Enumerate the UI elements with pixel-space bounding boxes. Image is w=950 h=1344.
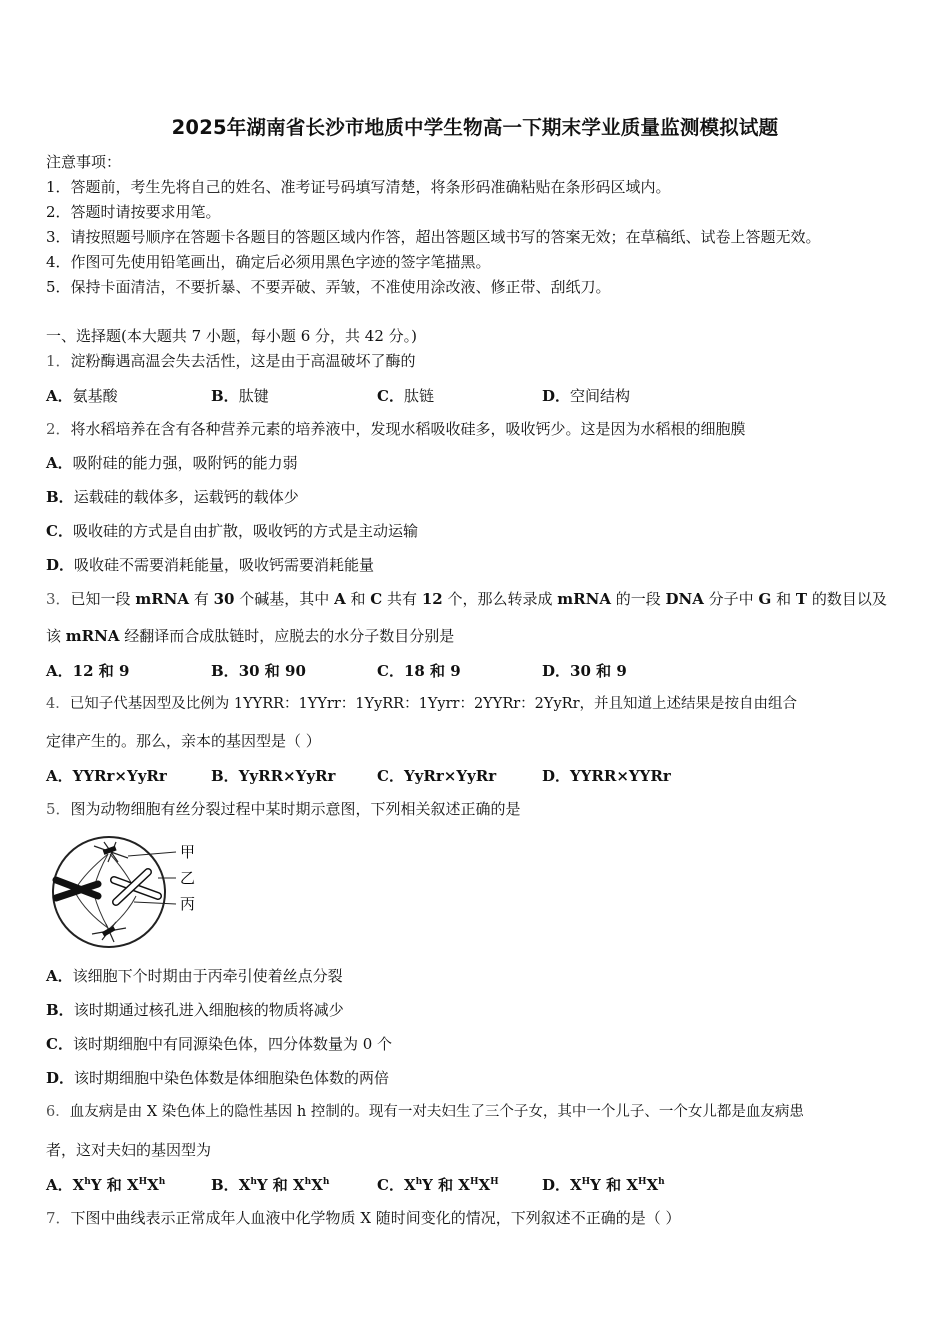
option-text: 吸附硅的能力强，吸附钙的能力弱 bbox=[72, 454, 298, 472]
question-text: 将水稻培养在含有各种营养元素的培养液中，发现水稻吸收硅多，吸收钙少。这是因为水稻根的细胞膜 bbox=[70, 420, 746, 438]
question-5-option-c bbox=[46, 1034, 392, 1054]
text-run: 个碱基，其中 bbox=[239, 590, 330, 608]
option-text: 空间结构 bbox=[570, 387, 631, 405]
question-4-stem-line2: 定律产生的。那么，亲本的基因型是（ ） bbox=[46, 732, 321, 750]
section-heading: 一、选择题(本大题共 7 小题，每小题 6 分，共 42 分。) bbox=[46, 327, 417, 345]
option-a bbox=[46, 765, 167, 786]
option-label: C． bbox=[46, 522, 73, 540]
option-b bbox=[211, 660, 306, 681]
option-label: C． bbox=[377, 387, 404, 405]
option-label: A． bbox=[46, 967, 73, 985]
option-label: C． bbox=[377, 1176, 404, 1194]
text-run: 该 bbox=[46, 627, 62, 645]
question-1-options bbox=[46, 385, 926, 405]
question-6-stem-line2: 者，这对夫妇的基因型为 bbox=[46, 1141, 212, 1159]
text-run: 的一段 bbox=[615, 590, 661, 608]
option-c bbox=[377, 660, 461, 681]
question-number: 2． bbox=[46, 420, 71, 438]
option-text: 18 和 9 bbox=[403, 662, 461, 680]
question-4-stem bbox=[46, 694, 797, 714]
term: 12 bbox=[421, 590, 443, 608]
option-label: B． bbox=[46, 488, 74, 506]
question-4-options bbox=[46, 765, 926, 785]
genotype: $X^hY$ 和 $X^hX^h$ bbox=[238, 1176, 330, 1194]
question-3-options bbox=[46, 660, 926, 680]
option-b bbox=[211, 1174, 329, 1195]
mitosis-diagram bbox=[46, 832, 206, 954]
option-text: 30 和 90 bbox=[238, 662, 306, 680]
question-5-option-d bbox=[46, 1068, 389, 1088]
option-text: 12 和 9 bbox=[72, 662, 130, 680]
option-label: A． bbox=[46, 1176, 73, 1194]
option-label: A． bbox=[46, 662, 73, 680]
option-a bbox=[46, 385, 118, 406]
text-run: 共有 bbox=[387, 590, 418, 608]
option-text: YyRR×YyRr bbox=[238, 767, 336, 785]
question-3-stem bbox=[46, 589, 887, 609]
bottom-centrosome bbox=[92, 922, 126, 942]
option-text: 运载硅的载体多，运载钙的载体少 bbox=[73, 488, 299, 506]
notice-item-4: 4．作图可先使用铅笔画出，确定后必须用黑色字迹的签字笔描黑。 bbox=[46, 253, 491, 271]
question-3-stem-line2 bbox=[46, 626, 454, 646]
option-a bbox=[46, 1174, 165, 1195]
option-text: 吸收硅的方式是自由扩散，吸收钙的方式是主动运输 bbox=[72, 522, 418, 540]
question-7-stem bbox=[46, 1208, 681, 1228]
question-text: 淀粉酶遇高温会失去活性，这是由于高温破坏了酶的 bbox=[70, 352, 416, 370]
question-2-option-a bbox=[46, 453, 298, 473]
option-c bbox=[377, 765, 496, 786]
term: DNA bbox=[665, 590, 704, 608]
option-label: C． bbox=[46, 1035, 73, 1053]
option-text: YyRr×YyRr bbox=[403, 767, 497, 785]
option-label: D． bbox=[542, 387, 571, 405]
notice-heading: 注意事项： bbox=[46, 153, 122, 171]
option-d bbox=[542, 765, 671, 786]
question-text: 血友病是由 X 染色体上的隐性基因 h 控制的。现有一对夫妇生了三个子女，其中一个儿子、一个女儿都是血友病患 bbox=[69, 1104, 804, 1120]
question-2-stem bbox=[46, 419, 746, 439]
option-label: D． bbox=[46, 556, 75, 574]
option-text: 该细胞下个时期由于丙牵引使着丝点分裂 bbox=[72, 967, 343, 985]
option-text: YYRR×YYRr bbox=[570, 767, 671, 785]
option-label: D． bbox=[46, 1069, 75, 1087]
option-label: A． bbox=[46, 387, 73, 405]
option-text: 肽链 bbox=[403, 387, 434, 405]
text-run: 已知一段 bbox=[70, 590, 131, 608]
question-5-option-b bbox=[46, 1000, 344, 1020]
notice-item-2: 2．答题时请按要求用笔。 bbox=[46, 203, 221, 221]
question-number: 3． bbox=[46, 590, 71, 608]
question-number: 6． bbox=[46, 1104, 70, 1120]
chromosome-white bbox=[114, 872, 158, 902]
term: T bbox=[795, 590, 808, 608]
option-b bbox=[211, 765, 335, 786]
question-6-stem bbox=[46, 1102, 804, 1122]
option-text: 该时期细胞中染色体数是体细胞染色体数的两倍 bbox=[74, 1069, 390, 1087]
question-text: 图为动物细胞有丝分裂过程中某时期示意图，下列相关叙述正确的是 bbox=[70, 800, 521, 818]
question-number: 7． bbox=[46, 1209, 71, 1227]
option-label: C． bbox=[377, 662, 404, 680]
question-2-option-b bbox=[46, 487, 299, 507]
label-jia: 甲 bbox=[180, 843, 196, 861]
option-d bbox=[542, 660, 627, 681]
term: C bbox=[370, 590, 383, 608]
option-label: D． bbox=[542, 767, 571, 785]
option-label: B． bbox=[211, 387, 239, 405]
cell-division-figure bbox=[46, 832, 206, 954]
term: mRNA bbox=[557, 590, 611, 608]
term: mRNA bbox=[135, 590, 190, 608]
notice-item-3: 3．请按照题号顺序在答题卡各题目的答题区域内作答，超出答题区域书写的答案无效；在草稿纸、试卷上答题无效。 bbox=[46, 228, 821, 246]
option-text: 该时期细胞中有同源染色体，四分体数量为 0 个 bbox=[72, 1035, 393, 1053]
notice-item-1: 1．答题前，考生先将自己的姓名、准考证号码填写清楚，将条形码准确粘贴在条形码区域内。 bbox=[46, 178, 671, 196]
text-run: 个，那么转录成 bbox=[447, 590, 553, 608]
option-label: C． bbox=[377, 767, 404, 785]
option-a bbox=[46, 660, 129, 681]
term: A bbox=[334, 590, 346, 608]
option-d bbox=[542, 385, 630, 406]
question-5-option-a bbox=[46, 966, 343, 986]
option-label: B． bbox=[46, 1001, 74, 1019]
top-centrosome bbox=[94, 842, 128, 862]
text-run: 和 bbox=[776, 590, 792, 608]
question-number: 1． bbox=[46, 352, 71, 370]
option-label: B． bbox=[211, 662, 239, 680]
text-run: 有 bbox=[193, 590, 209, 608]
label-bing: 丙 bbox=[180, 895, 196, 913]
option-b bbox=[211, 385, 269, 406]
question-6-options bbox=[46, 1174, 926, 1194]
question-text: 已知子代基因型及比例为 1YYRR：1YYrr：1YyRR：1Yyrr：2YYRr：2YyRr，并且知道上述结果是按自由组合 bbox=[69, 696, 798, 712]
label-yi: 乙 bbox=[180, 869, 196, 887]
option-text: 氨基酸 bbox=[72, 387, 118, 405]
term: G bbox=[758, 590, 772, 608]
option-label: A． bbox=[46, 767, 73, 785]
option-label: A． bbox=[46, 454, 73, 472]
question-number: 5． bbox=[46, 800, 71, 818]
question-5-stem bbox=[46, 799, 521, 819]
text-run: 的数目以及 bbox=[811, 590, 887, 608]
option-c bbox=[377, 385, 434, 406]
text-run: 分子中 bbox=[708, 590, 754, 608]
option-label: D． bbox=[542, 662, 571, 680]
term: 30 bbox=[213, 590, 235, 608]
leader-line-bing bbox=[134, 902, 176, 904]
option-text: 该时期通过核孔进入细胞核的物质将减少 bbox=[73, 1001, 344, 1019]
option-text: 吸收硅不需要消耗能量，吸收钙需要消耗能量 bbox=[74, 556, 375, 574]
option-c bbox=[377, 1174, 499, 1195]
option-label: D． bbox=[542, 1176, 571, 1194]
option-label: B． bbox=[211, 767, 239, 785]
page-title: 2025年湖南省长沙市地质中学生物高一下期末学业质量监测模拟试题 bbox=[171, 116, 779, 139]
genotype: $X^HY$ 和 $X^HX^h$ bbox=[570, 1176, 665, 1194]
option-d bbox=[542, 1174, 665, 1195]
question-2-option-d bbox=[46, 555, 374, 575]
question-number: 4． bbox=[46, 696, 70, 712]
term: mRNA bbox=[65, 627, 120, 645]
option-text: YYRr×YyRr bbox=[72, 767, 167, 785]
text-run: 经翻译而合成肽链时，应脱去的水分子数目分别是 bbox=[124, 627, 455, 645]
genotype: $X^hY$ 和 $X^HX^H$ bbox=[403, 1176, 499, 1194]
question-2-option-c bbox=[46, 521, 418, 541]
question-text: 下图中曲线表示正常成年人血液中化学物质 X 随时间变化的情况，下列叙述不正确的是（ ） bbox=[70, 1209, 681, 1227]
option-text: 30 和 9 bbox=[570, 662, 627, 680]
option-text: 肽键 bbox=[238, 387, 269, 405]
text-run: 和 bbox=[350, 590, 366, 608]
option-label: B． bbox=[211, 1176, 239, 1194]
genotype: $X^hY$ 和 $X^HX^h$ bbox=[72, 1176, 166, 1194]
notice-item-5: 5．保持卡面清洁，不要折暴、不要弄破、弄皱，不准使用涂改液、修正带、刮纸刀。 bbox=[46, 278, 611, 296]
question-1-stem bbox=[46, 351, 416, 371]
